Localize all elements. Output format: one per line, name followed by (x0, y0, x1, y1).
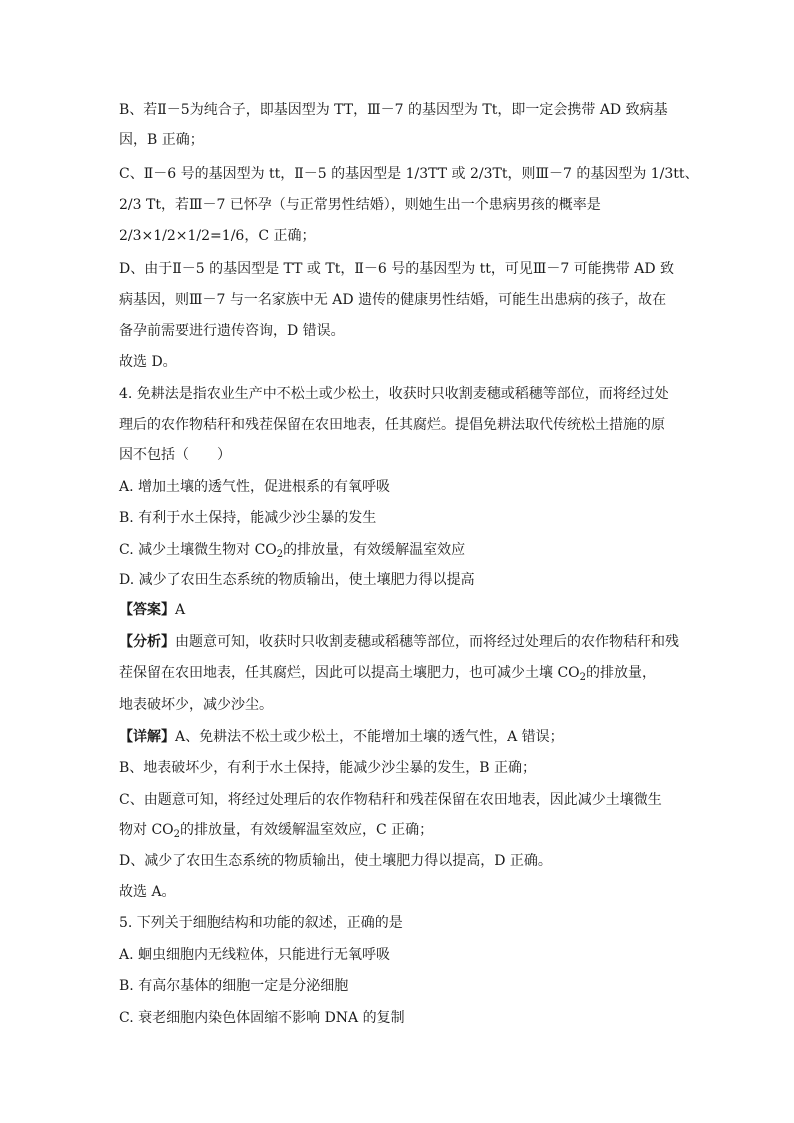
explanation-line: D、减少了农田生态系统的物质输出，使土壤肥力得以提高，D 正确。 (119, 853, 552, 869)
analysis-text: 由题意可知，收获时只收割麦穗或稻穗等部位，而将经过处理后的农作物秸秆和残 (175, 634, 679, 650)
explanation-line: B、地表破坏少，有利于水土保持，能减少沙尘暴的发生，B 正确； (119, 760, 537, 776)
question-4-option-b: B. 有利于水土保持，能减少沙尘暴的发生 (119, 510, 377, 526)
question-4-option-c (119, 540, 689, 560)
explanation-tag: 【详解】 (119, 729, 175, 745)
answer-value: A (175, 602, 186, 618)
subscript: 2 (173, 829, 181, 840)
text-line: 备孕前需要进行遗传咨询，D 错误。 (119, 323, 345, 339)
explanation-text: 的排放量，有效缓解温室效应，C 正确； (180, 822, 434, 838)
conclusion-line: 故选 A。 (119, 884, 176, 900)
subscript: 2 (579, 672, 587, 683)
question-4-stem: 4. 免耕法是指农业生产中不松土或少松土，收获时只收割麦穗或稻穗等部位，而将经过处 (119, 386, 669, 402)
text-line: 故选 D。 (119, 354, 177, 370)
analysis-line: 地表破坏少，减少沙尘。 (119, 697, 273, 713)
text-line: 因，B 正确； (119, 132, 204, 148)
explanation-line (119, 727, 689, 747)
text-line: 2/3×1/2×1/2=1/6，C 正确； (119, 228, 316, 244)
option-text: C. 减少土壤微生物对 CO (119, 542, 277, 558)
question-4-stem: 理后的农作物秸秆和残茬保留在农田地表，任其腐烂。提倡免耕法取代传统松土措施的原 (119, 417, 665, 433)
text-line: D、由于Ⅱ－5 的基因型是 TT 或 Tt，Ⅱ－6 号的基因型为 tt，可见Ⅲ－7 可能携带 AD 致 (119, 261, 675, 277)
answer-line (119, 600, 689, 620)
answer-tag: 【答案】 (119, 602, 175, 618)
subscript: 2 (276, 549, 284, 560)
option-text: 的排放量，有效缓解温室效应 (283, 542, 466, 558)
question-5-option-a: A. 蛔虫细胞内无线粒体，只能进行无氧呼吸 (119, 947, 391, 963)
text-line: B、若Ⅱ－5为纯合子，即基因型为 TT，Ⅲ－7 的基因型为 Tt，即一定会携带 AD 致病基 (119, 102, 668, 118)
question-4-option-d: D. 减少了农田生态系统的物质输出，使土壤肥力得以提高 (119, 572, 475, 588)
text-line: 病基因，则Ⅲ－7 与一名家族中无 AD 遗传的健康男性结婚，可能生出患病的孩子，故在 (119, 292, 667, 308)
analysis-line (119, 663, 689, 683)
text-line: 2/3 Tt，若Ⅲ－7 已怀孕（与正常男性结婚），则她生出一个患病男孩的概率是 (119, 197, 601, 213)
explanation-text: A、免耕法不松土或少松土，不能增加土壤的透气性，A 错误； (175, 729, 564, 745)
question-5-option-b: B. 有高尔基体的细胞一定是分泌细胞 (119, 978, 349, 994)
question-5-stem: 5. 下列关于细胞结构和功能的叙述，正确的是 (119, 915, 403, 931)
explanation-line (119, 820, 689, 840)
question-4-option-a: A. 增加土壤的透气性，促进根系的有氧呼吸 (119, 479, 391, 495)
question-4-stem: 因不包括（ ） (119, 447, 231, 463)
analysis-text: 茬保留在农田地表，任其腐烂，因此可以提高土壤肥力，也可减少土壤 CO (119, 665, 580, 681)
question-5-option-c: C. 衰老细胞内染色体固缩不影响 DNA 的复制 (119, 1010, 405, 1026)
analysis-tag: 【分析】 (119, 634, 175, 650)
analysis-text: 的排放量， (586, 665, 657, 681)
explanation-line: C、由题意可知，将经过处理后的农作物秸秆和残茬保留在农田地表，因此减少土壤微生 (119, 792, 662, 808)
explanation-text: 物对 CO (119, 822, 174, 838)
analysis-line (119, 632, 689, 652)
text-line: C、Ⅱ－6 号的基因型为 tt，Ⅱ－5 的基因型是 1/3TT 或 2/3Tt，则Ⅲ－7 的基因型为 1/3tt、 (119, 166, 699, 182)
